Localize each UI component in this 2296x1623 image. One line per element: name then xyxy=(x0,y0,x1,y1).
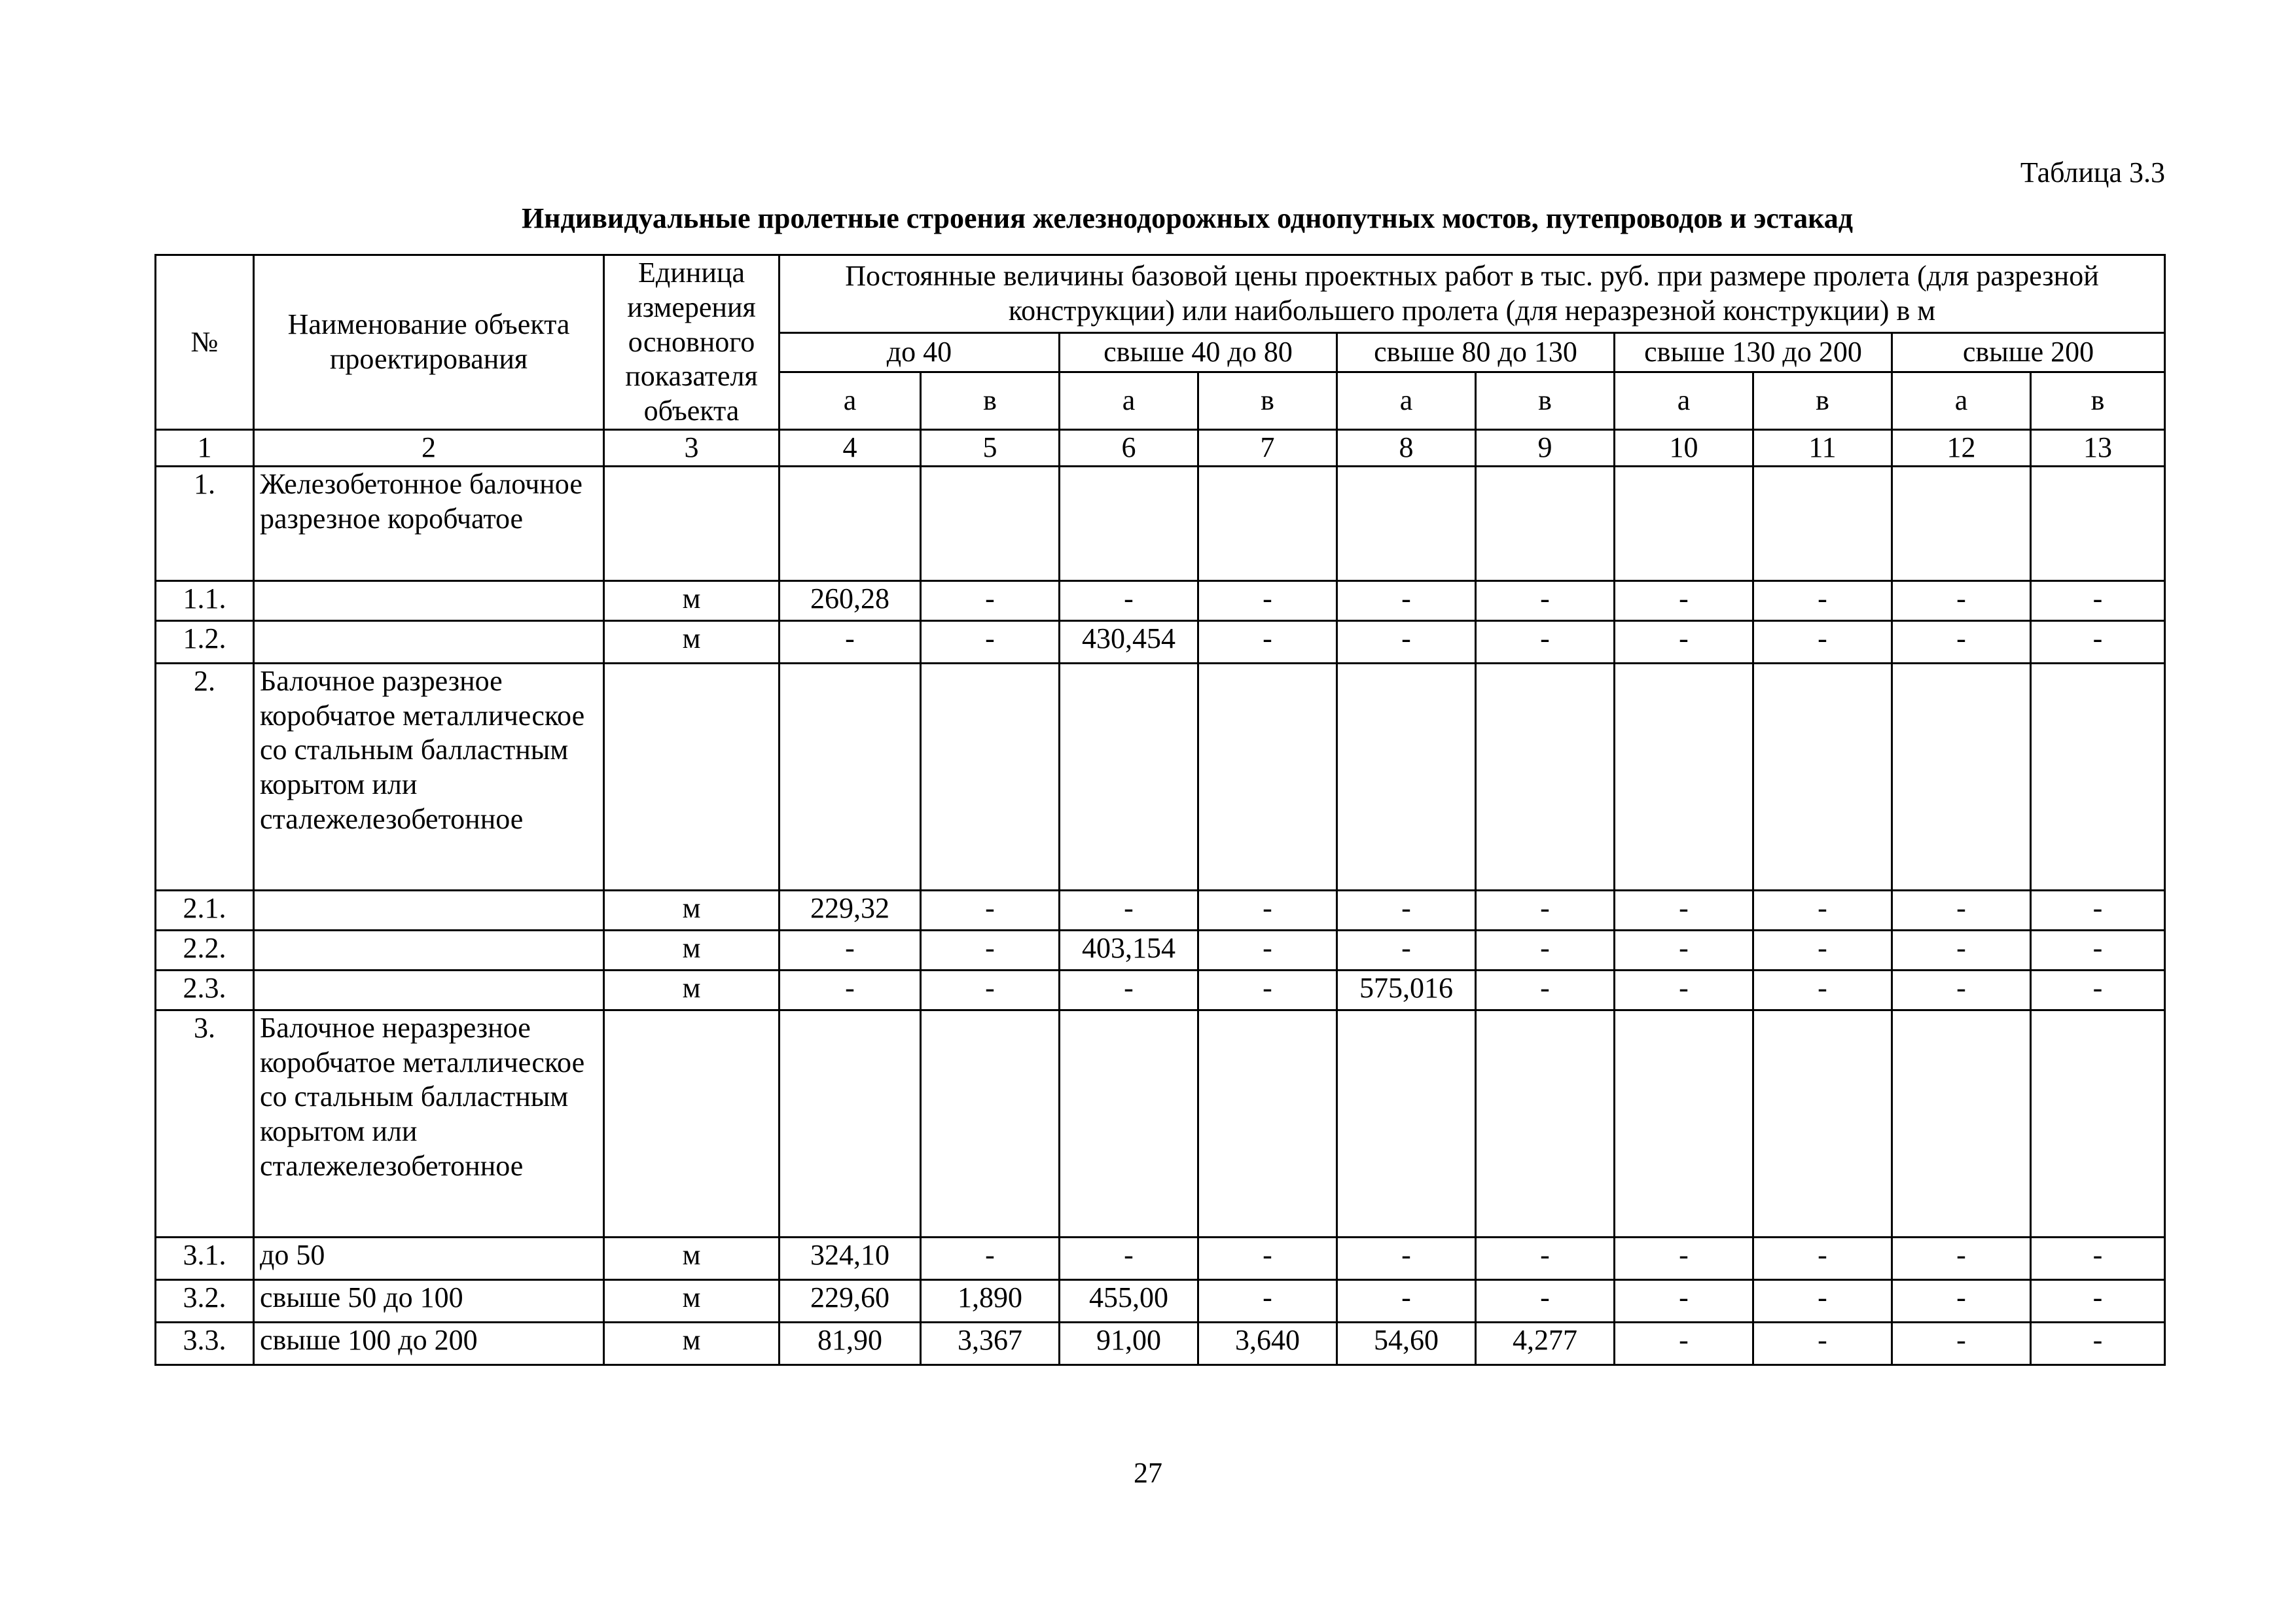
object-name: Балочное разрезное коробчатое металлическое со стальным балластным корытом или сталежелезобетонное xyxy=(254,663,604,890)
column-number: 12 xyxy=(1892,429,2031,466)
header-unit: Единица измерения основного показателя объекта xyxy=(604,255,780,430)
object-name: Железобетонное балочное разрезное коробчатое xyxy=(254,466,604,580)
row-number: 1.2. xyxy=(156,620,254,663)
price-cell: - xyxy=(1198,1237,1337,1279)
unit-cell: м xyxy=(604,970,780,1010)
price-cell: - xyxy=(921,1237,1060,1279)
header-range: свыше 130 до 200 xyxy=(1615,333,1892,372)
price-cell xyxy=(1198,466,1337,580)
price-cell xyxy=(1615,466,1753,580)
header-sub-b: в xyxy=(921,372,1060,429)
price-cell: - xyxy=(2031,620,2165,663)
price-cell: - xyxy=(1476,1237,1615,1279)
row-number: 2.1. xyxy=(156,890,254,930)
price-cell: - xyxy=(1476,970,1615,1010)
price-cell: - xyxy=(921,890,1060,930)
unit-cell: м xyxy=(604,1322,780,1364)
price-cell: - xyxy=(2031,970,2165,1010)
price-cell: - xyxy=(1615,930,1753,970)
unit-cell: м xyxy=(604,580,780,620)
header-num: № xyxy=(156,255,254,430)
table-row xyxy=(156,1279,2165,1322)
price-cell: - xyxy=(1615,1322,1753,1364)
table-number-label: Таблица 3.3 xyxy=(2020,156,2165,188)
price-cell: - xyxy=(1753,620,1892,663)
price-cell: - xyxy=(1892,1237,2031,1279)
column-number: 4 xyxy=(780,429,921,466)
header-range: свыше 80 до 130 xyxy=(1337,333,1615,372)
row-number: 2.2. xyxy=(156,930,254,970)
price-cell: 324,10 xyxy=(780,1237,921,1279)
price-cell: - xyxy=(1615,620,1753,663)
price-cell: - xyxy=(1060,1237,1198,1279)
price-cell xyxy=(1476,1010,1615,1237)
column-number: 9 xyxy=(1476,429,1615,466)
header-sub-a: а xyxy=(1060,372,1198,429)
header-sub-a: а xyxy=(1337,372,1476,429)
price-cell: - xyxy=(2031,930,2165,970)
column-number: 10 xyxy=(1615,429,1753,466)
column-number: 5 xyxy=(921,429,1060,466)
price-cell xyxy=(1337,466,1476,580)
price-cell: - xyxy=(1615,580,1753,620)
price-cell: - xyxy=(780,620,921,663)
price-cell: - xyxy=(1615,890,1753,930)
price-cell: - xyxy=(1892,930,2031,970)
price-cell: - xyxy=(921,620,1060,663)
price-cell: - xyxy=(1476,580,1615,620)
column-number: 11 xyxy=(1753,429,1892,466)
price-cell: 4,277 xyxy=(1476,1322,1615,1364)
price-cell: 575,016 xyxy=(1337,970,1476,1010)
price-cell: 1,890 xyxy=(921,1279,1060,1322)
price-cell: - xyxy=(1198,580,1337,620)
price-cell xyxy=(1476,466,1615,580)
table-row xyxy=(156,970,2165,1010)
price-cell: - xyxy=(780,930,921,970)
price-cell xyxy=(1476,663,1615,890)
header-span-group: Постоянные величины базовой цены проектных работ в тыс. руб. при размере пролета (для разрезной конструкции) или наибольшего пролета (для неразрезной конструкции) в м xyxy=(780,255,2165,333)
price-cell: - xyxy=(1615,1279,1753,1322)
unit-cell: м xyxy=(604,620,780,663)
price-cell xyxy=(921,466,1060,580)
price-cell: - xyxy=(2031,890,2165,930)
column-number: 7 xyxy=(1198,429,1337,466)
price-cell: 260,28 xyxy=(780,580,921,620)
header-sub-b: в xyxy=(1476,372,1615,429)
price-cell: - xyxy=(1753,930,1892,970)
row-number: 1. xyxy=(156,466,254,580)
unit-cell xyxy=(604,466,780,580)
price-cell: - xyxy=(1753,890,1892,930)
price-cell: - xyxy=(1892,1322,2031,1364)
price-cell: - xyxy=(1753,1322,1892,1364)
row-number: 3.2. xyxy=(156,1279,254,1322)
price-cell: - xyxy=(2031,1237,2165,1279)
price-cell xyxy=(2031,466,2165,580)
price-cell xyxy=(1198,1010,1337,1237)
column-number: 13 xyxy=(2031,429,2165,466)
price-cell xyxy=(2031,663,2165,890)
header-name: Наименование объекта проектирования xyxy=(254,255,604,430)
unit-cell: м xyxy=(604,1237,780,1279)
price-cell: - xyxy=(2031,580,2165,620)
price-cell: - xyxy=(1198,970,1337,1010)
column-number: 8 xyxy=(1337,429,1476,466)
price-cell xyxy=(1753,1010,1892,1237)
price-cell: - xyxy=(1198,620,1337,663)
unit-cell xyxy=(604,663,780,890)
price-cell: 455,00 xyxy=(1060,1279,1198,1322)
price-cell: 3,367 xyxy=(921,1322,1060,1364)
price-cell xyxy=(1615,663,1753,890)
table-row xyxy=(156,466,2165,580)
header-sub-b: в xyxy=(1753,372,1892,429)
price-cell xyxy=(1060,663,1198,890)
table-row xyxy=(156,1322,2165,1364)
header-range: до 40 xyxy=(780,333,1060,372)
price-cell: 229,32 xyxy=(780,890,921,930)
price-cell: - xyxy=(1476,890,1615,930)
price-cell: - xyxy=(780,970,921,1010)
row-number: 2. xyxy=(156,663,254,890)
price-table xyxy=(154,254,2166,1366)
price-cell: - xyxy=(1892,620,2031,663)
header-sub-a: а xyxy=(1615,372,1753,429)
header-row xyxy=(156,255,2165,333)
price-cell xyxy=(1337,1010,1476,1237)
price-cell: - xyxy=(1476,930,1615,970)
price-cell xyxy=(1060,1010,1198,1237)
row-number: 3.3. xyxy=(156,1322,254,1364)
object-name: до 50 xyxy=(254,1237,604,1279)
object-name xyxy=(254,580,604,620)
header-range: свыше 40 до 80 xyxy=(1060,333,1337,372)
price-cell: - xyxy=(1337,1237,1476,1279)
price-cell: - xyxy=(1615,970,1753,1010)
table-row xyxy=(156,930,2165,970)
object-name: свыше 100 до 200 xyxy=(254,1322,604,1364)
column-number: 3 xyxy=(604,429,780,466)
price-cell xyxy=(2031,1010,2165,1237)
price-cell: - xyxy=(1198,930,1337,970)
price-cell: 430,454 xyxy=(1060,620,1198,663)
price-cell: 403,154 xyxy=(1060,930,1198,970)
price-cell: - xyxy=(1892,1279,2031,1322)
price-cell xyxy=(921,1010,1060,1237)
header-sub-a: а xyxy=(1892,372,2031,429)
column-number: 1 xyxy=(156,429,254,466)
price-cell xyxy=(1892,466,2031,580)
price-cell xyxy=(1892,1010,2031,1237)
table-row xyxy=(156,890,2165,930)
header-sub-a: а xyxy=(780,372,921,429)
price-cell: - xyxy=(1198,890,1337,930)
unit-cell: м xyxy=(604,890,780,930)
table-row xyxy=(156,580,2165,620)
row-number: 1.1. xyxy=(156,580,254,620)
price-cell xyxy=(780,466,921,580)
price-cell: - xyxy=(1337,930,1476,970)
price-cell: - xyxy=(921,930,1060,970)
price-cell: - xyxy=(921,970,1060,1010)
object-name xyxy=(254,620,604,663)
object-name xyxy=(254,890,604,930)
price-cell: - xyxy=(1892,580,2031,620)
column-number: 2 xyxy=(254,429,604,466)
price-cell xyxy=(1753,663,1892,890)
price-cell: 81,90 xyxy=(780,1322,921,1364)
price-cell: 3,640 xyxy=(1198,1322,1337,1364)
price-cell: - xyxy=(1337,1279,1476,1322)
table-row xyxy=(156,1237,2165,1279)
price-cell: - xyxy=(1753,1279,1892,1322)
table-row xyxy=(156,1010,2165,1237)
unit-cell: м xyxy=(604,930,780,970)
unit-cell xyxy=(604,1010,780,1237)
price-cell xyxy=(1337,663,1476,890)
price-cell: - xyxy=(2031,1279,2165,1322)
price-cell xyxy=(1892,663,2031,890)
row-number: 3. xyxy=(156,1010,254,1237)
price-cell: - xyxy=(1476,620,1615,663)
price-cell: 91,00 xyxy=(1060,1322,1198,1364)
price-cell: - xyxy=(1337,620,1476,663)
price-cell xyxy=(1198,663,1337,890)
price-cell: - xyxy=(1060,970,1198,1010)
price-cell xyxy=(1753,466,1892,580)
price-cell: - xyxy=(921,580,1060,620)
unit-cell: м xyxy=(604,1279,780,1322)
price-cell: - xyxy=(1753,1237,1892,1279)
price-cell: - xyxy=(1753,970,1892,1010)
price-cell xyxy=(780,1010,921,1237)
page-number: 27 xyxy=(1134,1457,1162,1489)
price-cell xyxy=(921,663,1060,890)
price-cell: - xyxy=(1892,970,2031,1010)
price-cell: 229,60 xyxy=(780,1279,921,1322)
price-cell: - xyxy=(2031,1322,2165,1364)
price-cell: - xyxy=(1476,1279,1615,1322)
price-cell: - xyxy=(1892,890,2031,930)
row-number: 3.1. xyxy=(156,1237,254,1279)
object-name xyxy=(254,930,604,970)
table-title: Индивидуальные пролетные строения железнодорожных однопутных мостов, путепроводов и эстакад xyxy=(521,202,1854,234)
price-cell: - xyxy=(1198,1279,1337,1322)
header-sub-b: в xyxy=(1198,372,1337,429)
header-range: свыше 200 xyxy=(1892,333,2165,372)
object-name: свыше 50 до 100 xyxy=(254,1279,604,1322)
price-cell: - xyxy=(1060,580,1198,620)
price-cell: - xyxy=(1753,580,1892,620)
price-cell xyxy=(780,663,921,890)
object-name xyxy=(254,970,604,1010)
column-number-row xyxy=(156,429,2165,466)
price-cell: - xyxy=(1337,890,1476,930)
table-row xyxy=(156,620,2165,663)
price-cell xyxy=(1615,1010,1753,1237)
column-number: 6 xyxy=(1060,429,1198,466)
table-row xyxy=(156,663,2165,890)
row-number: 2.3. xyxy=(156,970,254,1010)
price-cell: 54,60 xyxy=(1337,1322,1476,1364)
price-cell: - xyxy=(1615,1237,1753,1279)
price-cell: - xyxy=(1337,580,1476,620)
price-cell: - xyxy=(1060,890,1198,930)
price-cell xyxy=(1060,466,1198,580)
header-sub-b: в xyxy=(2031,372,2165,429)
object-name: Балочное неразрезное коробчатое металлическое со стальным балластным корытом или сталежелезобетонное xyxy=(254,1010,604,1237)
